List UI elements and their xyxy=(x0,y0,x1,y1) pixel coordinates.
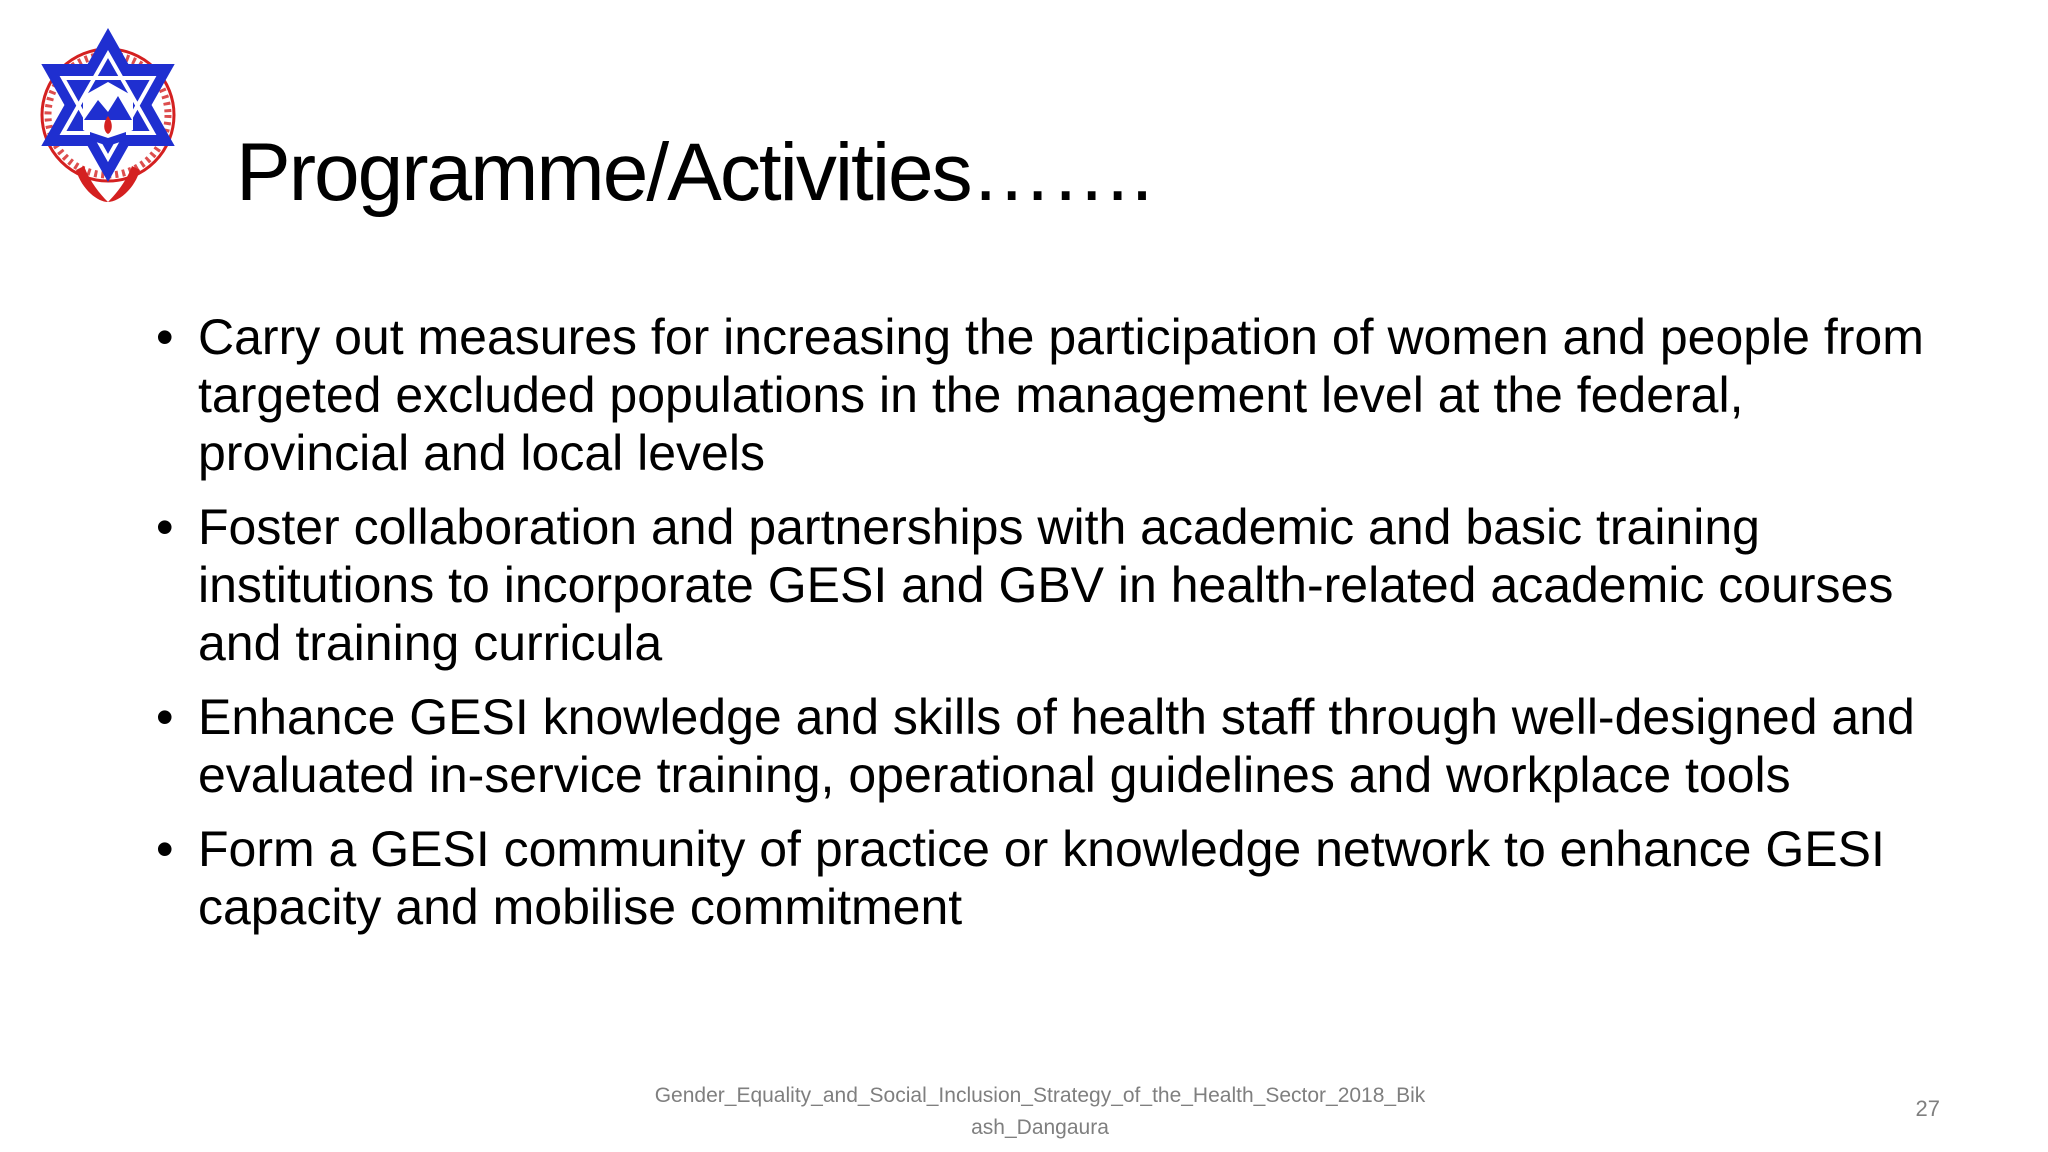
bullet-icon: • xyxy=(156,689,174,745)
list-item xyxy=(156,688,1956,804)
bullet-text: Enhance GESI knowledge and skills of health staff through well-designed and evaluated in-service training, operational guidelines and workplace tools xyxy=(198,689,1915,803)
bullet-icon: • xyxy=(156,821,174,877)
bullet-icon: • xyxy=(156,309,174,365)
university-seal-icon xyxy=(28,20,188,220)
list-item xyxy=(156,308,1956,482)
bullet-list xyxy=(156,308,1956,952)
slide-title: Programme/Activities……. xyxy=(236,127,1152,218)
bullet-text: Form a GESI community of practice or knowledge network to enhance GESI capacity and mobilise commitment xyxy=(198,821,1885,935)
list-item xyxy=(156,820,1956,936)
bullet-text: Foster collaboration and partnerships with academic and basic training institutions to incorporate GESI and GBV in health-related academic courses and training curricula xyxy=(198,499,1894,671)
page-number: 27 xyxy=(1915,1096,1940,1121)
slide-footer: Gender_Equality_and_Social_Inclusion_Strategy_of_the_Health_Sector_2018_Bikash_Dangaura xyxy=(654,1084,1426,1139)
list-item xyxy=(156,498,1956,672)
bullet-text: Carry out measures for increasing the participation of women and people from targeted excluded populations in the management level at the federal, provincial and local levels xyxy=(198,309,1924,481)
bullet-icon: • xyxy=(156,499,174,555)
